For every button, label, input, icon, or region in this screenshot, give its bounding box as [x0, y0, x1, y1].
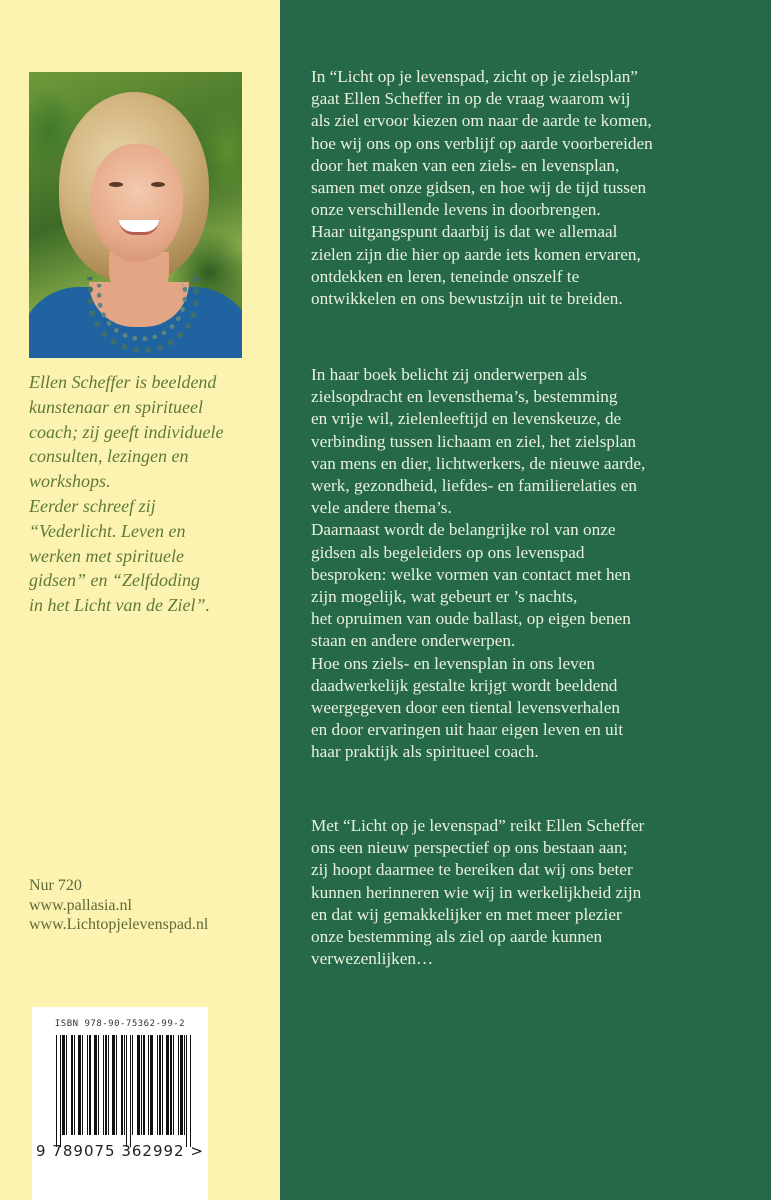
blurb-line: het opruimen van oude ballast, op eigen benen	[311, 609, 631, 629]
blurb-line: verbinding tussen lichaam en ziel, het zielsplan	[311, 431, 637, 451]
blurb-line: Met “Licht op je levenspad” reikt Ellen Scheffer	[311, 816, 645, 835]
back-cover-left-panel	[0, 0, 280, 1200]
author-bio	[29, 370, 269, 618]
author-photo	[29, 72, 242, 358]
blurb-line: haar praktijk als spiritueel coach.	[311, 742, 539, 762]
bio-line: consulten, lezingen en	[29, 446, 189, 467]
isbn-label: ISBN 978-90-75362-99-2	[54, 1019, 186, 1029]
blurb-line: onze bestemming als ziel op aarde kunnen	[311, 927, 603, 947]
blurb-paragraph-3	[311, 815, 761, 970]
blurb-line: Daarnaast wordt de belangrijke rol van onze	[311, 520, 616, 540]
ean-digits: 9 789075 362992 >	[36, 1142, 204, 1160]
publisher-website-link[interactable]: www.pallasia.nl	[29, 896, 132, 914]
blurb-line: Haar uitgangspunt daarbij is dat we allemaal	[311, 222, 618, 242]
blurb-line: en door ervaringen uit haar eigen leven en uit	[311, 720, 624, 740]
blurb-line: In “Licht op je levenspad, zicht op je zielsplan”	[311, 67, 638, 86]
blurb-line: Hoe ons ziels- en levensplan in ons leven	[311, 653, 595, 673]
bio-line: coach; zij geeft individuele	[29, 421, 224, 442]
blurb-line: en vrije wil, zielenleeftijd en levenskeuze, de	[311, 409, 622, 429]
bio-line: kunstenaar en spiritueel	[29, 396, 203, 417]
blurb-line: hoe wij ons op ons verblijf op aarde voorbereiden	[311, 133, 653, 153]
blurb-line: zij hoopt daarmee te bereiken dat wij ons beter	[311, 860, 633, 880]
nur-code: Nur 720	[29, 877, 82, 894]
blurb-line: ons een nieuw perspectief op ons bestaan aan;	[311, 838, 628, 858]
bio-line: gidsen” en “Zelfdoding	[29, 570, 201, 591]
blurb-line: kunnen herinneren wie wij in werkelijkheid zijn	[311, 882, 642, 902]
bio-line: “Vederlicht. Leven en	[29, 520, 186, 541]
bio-line: Ellen Scheffer is beeldend	[29, 372, 217, 392]
blurb-paragraph-1	[311, 66, 761, 310]
blurb-line: weergegeven door een tiental levensverhalen	[311, 698, 620, 718]
bio-line: werken met spirituele	[29, 545, 184, 566]
photo-eye-left	[109, 182, 123, 187]
blurb-line: samen met onze gidsen, en hoe wij de tijd tussen	[311, 178, 647, 198]
blurb-paragraph-2	[311, 364, 761, 764]
blurb-line: vele andere thema’s.	[311, 498, 452, 518]
barcode-bars	[56, 1035, 194, 1153]
isbn-barcode	[32, 1007, 208, 1200]
blurb-line: besproken: welke vormen van contact met hen	[311, 564, 631, 584]
blurb-line: verwezenlijken…	[311, 949, 434, 969]
blurb-line: ontdekken en leren, teneinde onszelf te	[311, 266, 580, 286]
blurb-line: en dat wij gemakkelijker en met meer plezier	[311, 904, 622, 924]
blurb-line: onze verschillende levens in doorbrengen.	[311, 200, 601, 220]
photo-eye-right	[151, 182, 165, 187]
photo-face	[91, 144, 183, 262]
blurb-line: daadwerkelijk gestalte krijgt wordt beeldend	[311, 675, 618, 695]
blurb-line: ontwikkelen en ons bewustzijn uit te breiden.	[311, 289, 623, 309]
blurb-line: In haar boek belicht zij onderwerpen als	[311, 365, 587, 384]
bio-line: Eerder schreef zij	[29, 495, 156, 516]
blurb-line: zielsopdracht en levensthema’s, bestemming	[311, 387, 618, 407]
blurb-line: zijn mogelijk, wat gebeurt er ’s nachts,	[311, 587, 578, 607]
book-website-link[interactable]: www.Lichtopjelevenspad.nl	[29, 916, 209, 933]
blurb-line: als ziel ervoor kiezen om naar de aarde te komen,	[311, 111, 652, 131]
blurb-line: zielen zijn die hier op aarde iets komen ervaren,	[311, 244, 641, 264]
bio-line: in het Licht van de Ziel”.	[29, 595, 210, 616]
blurb-line: staan en andere onderwerpen.	[311, 631, 516, 651]
blurb-line: gidsen als begeleiders op ons levenspad	[311, 542, 585, 562]
blurb-line: gaat Ellen Scheffer in op de vraag waarom wij	[311, 89, 631, 109]
bio-line: workshops.	[29, 471, 111, 492]
blurb-line: werk, gezondheid, liefdes- en familierelaties en	[311, 476, 637, 496]
blurb-line: van mens en dier, lichtwerkers, de nieuwe aarde,	[311, 453, 646, 473]
blurb-line: door het maken van een ziels- en levensplan,	[311, 155, 620, 175]
imprint-block	[29, 876, 279, 935]
